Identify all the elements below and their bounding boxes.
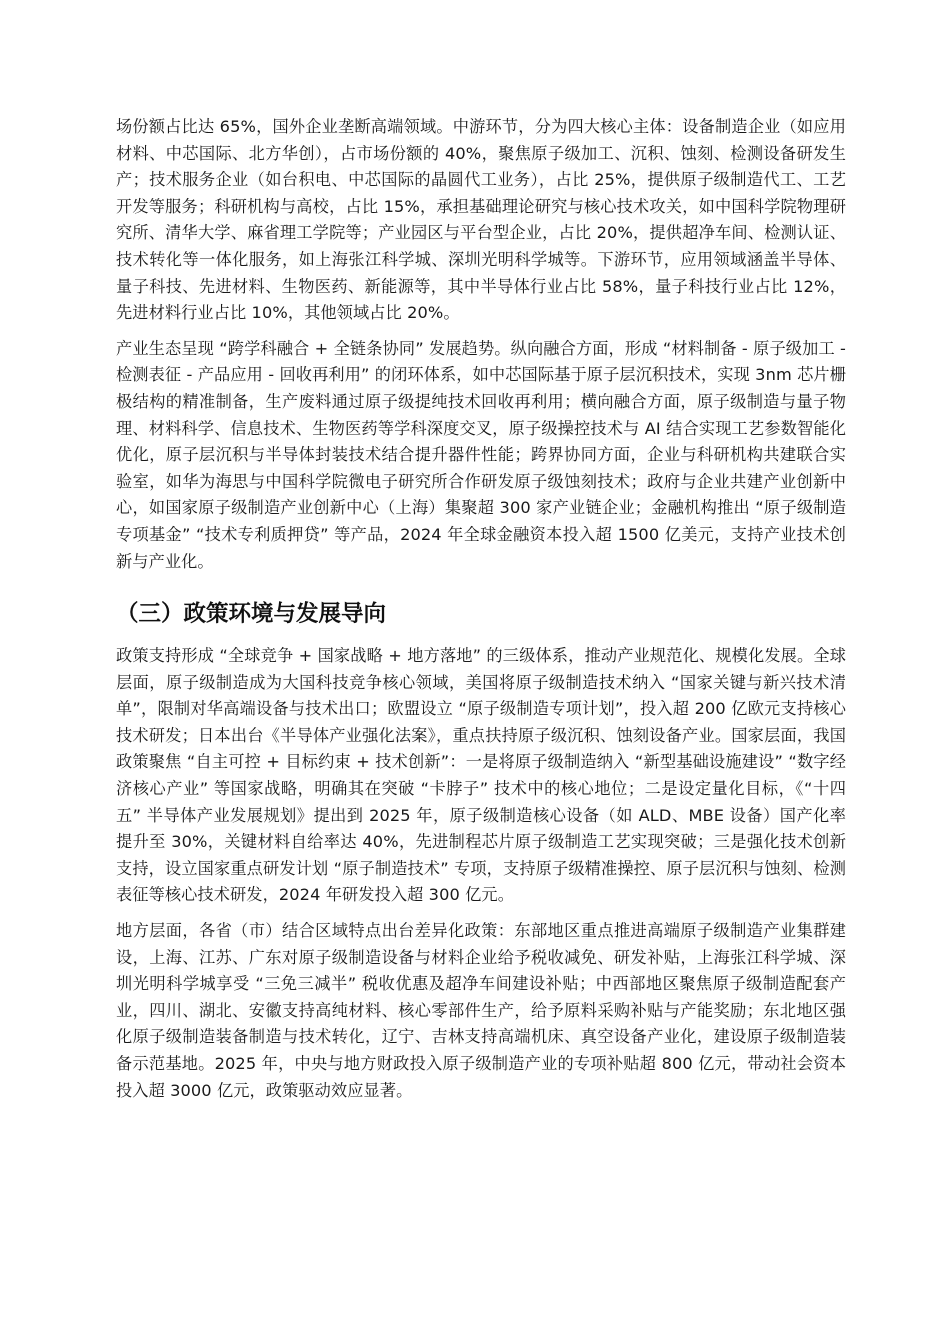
section-heading: （三）政策环境与发展导向 — [116, 601, 387, 628]
paragraph-industry-ecosystem: 产业生态呈现 “跨学科融合 + 全链条协同” 发展趋势。纵向融合方面，形成 “材料制备 - 原子级加工 - 检测表征 - 产品应用 - 回收再利用” 的闭环体系，如中芯国际基于原子层沉积技术，实现 3nm 芯片栅极结构的精准制备，生产废料通过原子级提纯技术回收再利用；横向融合方面，原子级制造与量子物理、材料科学、信息技术、生物医药等学科深度交叉，原子级操控技术与 AI 结合实现工艺参数智能化优化，原子层沉积与半导体封装技术结合提升器件性能；跨界协同方面，企业与科研机构共建联合实验室，如华为海思与中国科学院微电子研究所合作研发原子级蚀刻技术；政府与企业共建产业创新中心，如国家原子级制造产业创新中心（上海）集聚超 300 家产业链企业；金融机构推出 “原子级制造专项基金” “技术专利质押贷” 等产品，2024 年全球金融资本投入超 1500 亿美元，支持产业技术创新与产业化。 — [116, 338, 846, 571]
paragraph-industry-chain: 场份额占比达 65%，国外企业垄断高端领域。中游环节，分为四大核心主体：设备制造企业（如应用材料、中芯国际、北方华创），占市场份额的 40%，聚焦原子级加工、沉积、蚀刻、检测设备研发生产；技术服务企业（如台积电、中芯国际的晶圆代工业务），占比 25%，提供原子级制造代工、工艺开发等服务；科研机构与高校，占比 15%，承担基础理论研究与核心技术攻关，如中国科学院物理研究所、清华大学、麻省理工学院等；产业园区与平台型企业，占比 20%，提供超净车间、检测认证、技术转化等一体化服务，如上海张江科学城、深圳光明科学城等。下游环节，应用领域涵盖半导体、量子科技、先进材料、生物医药、新能源等，其中半导体行业占比 58%，量子科技行业占比 12%，先进材料行业占比 10%，其他领域占比 20%。 — [116, 117, 846, 323]
document-page — [116, 114, 846, 1113]
paragraph-policy-national: 政策支持形成 “全球竞争 + 国家战略 + 地方落地” 的三级体系，推动产业规范化、规模化发展。全球层面，原子级制造成为大国科技竞争核心领域，美国将原子级制造技术纳入 “国家关键与新兴技术清单”，限制对华高端设备与技术出口；欧盟设立 “原子级制造专项计划”，投入超 200 亿欧元支持核心技术研发；日本出台《半导体产业强化法案》，重点扶持原子级沉积、蚀刻设备产业。国家层面，我国政策聚焦 “自主可控 + 目标约束 + 技术创新”：一是将原子级制造纳入 “新型基础设施建设” “数字经济核心产业” 等国家战略，明确其在突破 “卡脖子” 技术中的核心地位；二是设定量化目标，《“十四五” 半导体产业发展规划》提出到 2025 年，原子级制造核心设备（如 ALD、MBE 设备）国产化率提升至 30%，关键材料自给率达 40%，先进制程芯片原子级制造工艺实现突破；三是强化技术创新支持，设立国家重点研发计划 “原子制造技术” 专项，支持原子级精准操控、原子层沉积与蚀刻、检测表征等核心技术研发，2024 年研发投入超 300 亿元。 — [116, 646, 846, 905]
paragraph-policy-local: 地方层面，各省（市）结合区域特点出台差异化政策：东部地区重点推进高端原子级制造产业集群建设，上海、江苏、广东对原子级制造设备与材料企业给予税收减免、研发补贴，上海张江科学城、深圳光明科学城享受 “三免三减半” 税收优惠及超净车间建设补贴；中西部地区聚焦原子级制造配套产业，四川、湖北、安徽支持高纯材料、核心零部件生产，给予原料采购补贴与产能奖励；东北地区强化原子级制造装备制造与技术转化，辽宁、吉林支持高端机床、真空设备产业化，建设原子级制造装备示范基地。2025 年，中央与地方财政投入原子级制造产业的专项补贴超 800 亿元，带动社会资本投入超 3000 亿元，政策驱动效应显著。 — [116, 921, 846, 1100]
